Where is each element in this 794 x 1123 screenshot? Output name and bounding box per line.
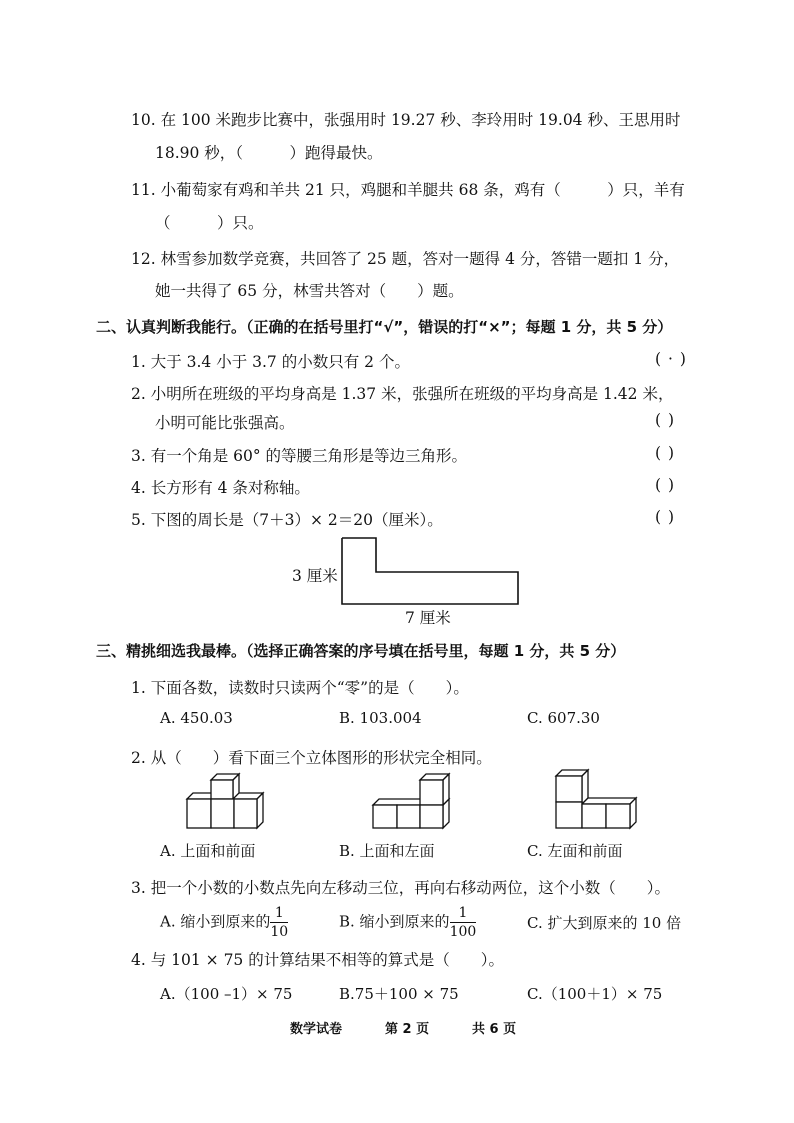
choice-q3-option-a[interactable] xyxy=(160,906,288,939)
l-shape-figure xyxy=(330,532,530,612)
judge-item-5: 5. 下图的周长是（7＋3）× 2＝20（厘米）。 xyxy=(131,511,443,529)
judge-bracket-5[interactable]: ( ) xyxy=(655,508,676,526)
choice-q2-option-a[interactable]: A. 上面和前面 xyxy=(160,842,256,860)
fraction-one-hundredth xyxy=(450,906,477,939)
q12-line2: 她一共得了 65 分，林雪共答对（ ）题。 xyxy=(155,282,464,300)
judge-bracket-3[interactable]: ( ) xyxy=(655,444,676,462)
q11-line2: （ ）只。 xyxy=(155,214,264,232)
choice-q3-option-b[interactable] xyxy=(339,906,476,939)
choice-q1-option-b[interactable]: B. 103.004 xyxy=(339,709,422,727)
judge-item-2-cont: 小明可能比张强高。 xyxy=(155,414,295,432)
judge-item-2: 2. 小明所在班级的平均身高是 1.37 米，张强所在班级的平均身高是 1.42 米， xyxy=(131,385,674,403)
judge-item-1: 1. 大于 3.4 小于 3.7 的小数只有 2 个。 xyxy=(131,353,410,371)
choice-q1-option-c[interactable]: C. 607.30 xyxy=(527,709,600,727)
figure-width-label: 7 厘米 xyxy=(405,609,451,627)
choice-q3-stem: 3. 把一个小数的小数点先向左移动三位，再向右移动两位，这个小数（ ）。 xyxy=(131,879,670,897)
fraction-one-tenth xyxy=(270,906,288,939)
solid-figure-c xyxy=(552,768,642,832)
judge-item-4: 4. 长方形有 4 条对称轴。 xyxy=(131,479,310,497)
choice-q2-option-b[interactable]: B. 上面和左面 xyxy=(339,842,435,860)
fraction-numerator: 1 xyxy=(270,906,288,923)
footer-page-number: 第 2 页 xyxy=(385,1022,430,1037)
choice-q4-option-b[interactable]: B.75＋100 × 75 xyxy=(339,985,459,1003)
choice-q2-stem: 2. 从（ ）看下面三个立体图形的形状完全相同。 xyxy=(131,749,492,767)
choice-q3-option-c[interactable]: C. 扩大到原来的 10 倍 xyxy=(527,914,682,932)
footer-total-pages: 共 6 页 xyxy=(472,1022,517,1037)
choice-q1-stem: 1. 下面各数，读数时只读两个“零”的是（ ）。 xyxy=(131,679,469,697)
option-a-prefix: A. 缩小到原来的 xyxy=(160,912,271,931)
figure-height-label: 3 厘米 xyxy=(292,567,338,585)
footer-subject: 数学试卷 xyxy=(290,1022,343,1037)
solid-figure-a xyxy=(183,772,273,832)
fraction-denominator: 100 xyxy=(449,924,477,940)
choice-q4-stem: 4. 与 101 × 75 的计算结果不相等的算式是（ ）。 xyxy=(131,951,504,969)
section2-header: 二、认真判断我能行。（正确的在括号里打“√”，错误的打“×”；每题 1 分，共 5 分） xyxy=(96,318,673,336)
q10-line1: 10. 在 100 米跑步比赛中，张强用时 19.27 秒、李玲用时 19.04 秒、王思用时 xyxy=(131,111,681,129)
fraction-numerator: 1 xyxy=(450,906,477,923)
judge-bracket-2[interactable]: ( ) xyxy=(655,411,676,429)
q10-line2: 18.90 秒，（ ）跑得最快。 xyxy=(155,144,383,162)
section3-header: 三、精挑细选我最棒。（选择正确答案的序号填在括号里，每题 1 分，共 5 分） xyxy=(96,642,626,660)
q12-line1: 12. 林雪参加数学竞赛，共回答了 25 题，答对一题得 4 分，答错一题扣 1 分， xyxy=(131,250,680,268)
choice-q2-option-c[interactable]: C. 左面和前面 xyxy=(527,842,623,860)
q11-line1: 11. 小葡萄家有鸡和羊共 21 只，鸡腿和羊腿共 68 条，鸡有（ ）只，羊有 xyxy=(131,181,685,199)
judge-item-3: 3. 有一个角是 60° 的等腰三角形是等边三角形。 xyxy=(131,447,468,465)
judge-bracket-4[interactable]: ( ) xyxy=(655,476,676,494)
solid-figure-b xyxy=(369,772,459,832)
choice-q4-option-a[interactable]: A.（100 –1）× 75 xyxy=(160,985,293,1003)
judge-bracket-1[interactable]: ( · ) xyxy=(655,350,687,368)
choice-q4-option-c[interactable]: C.（100＋1）× 75 xyxy=(527,985,663,1003)
option-b-prefix: B. 缩小到原来的 xyxy=(339,912,450,931)
fraction-denominator: 10 xyxy=(270,924,289,940)
choice-q1-option-a[interactable]: A. 450.03 xyxy=(160,709,233,727)
